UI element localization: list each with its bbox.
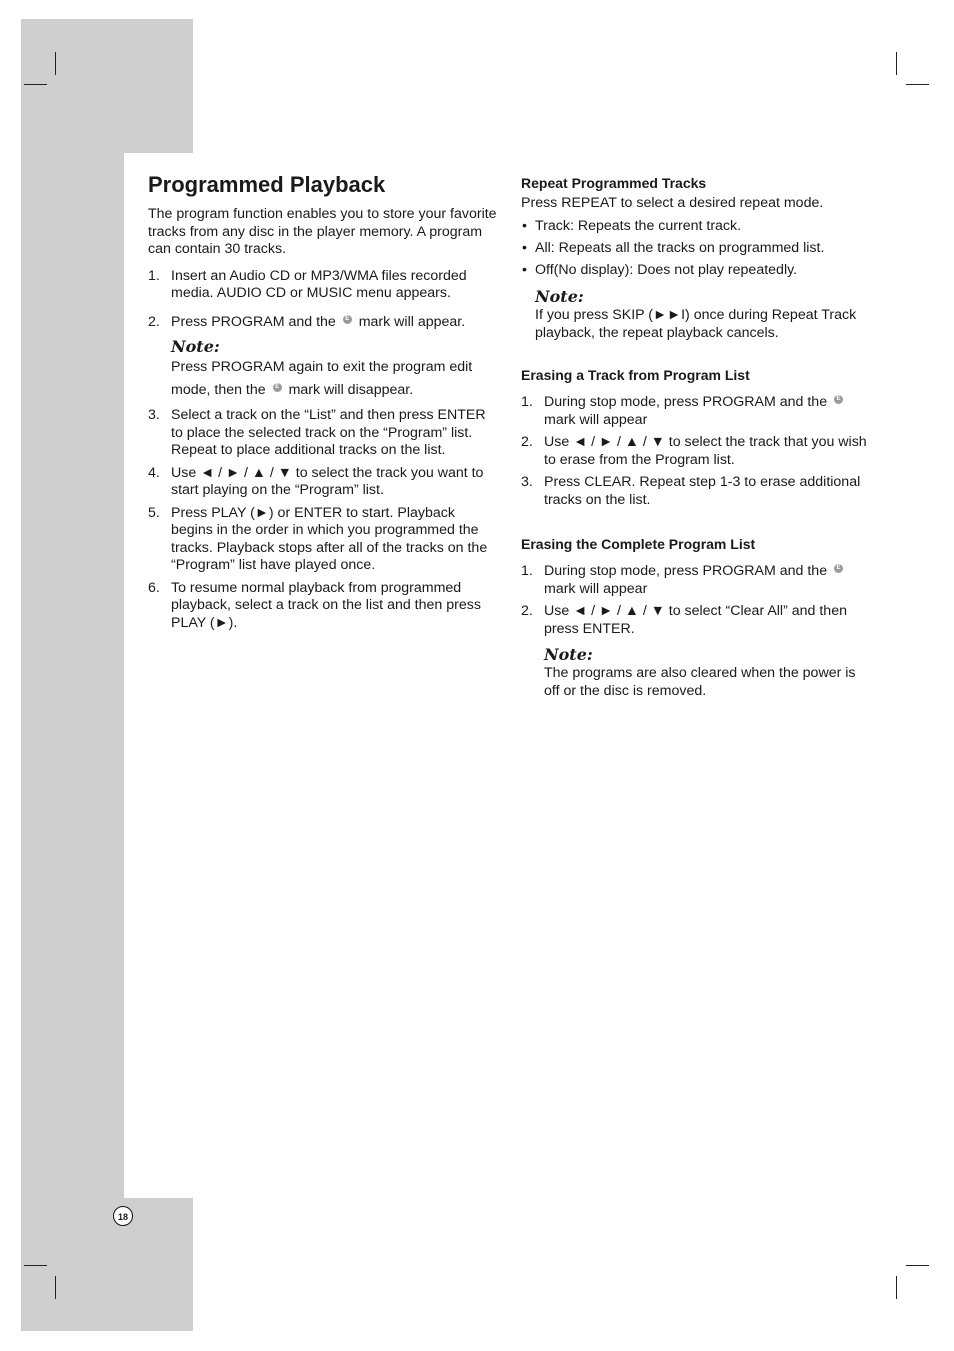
program-mark-icon: E xyxy=(343,315,352,324)
step-text: mark will appear. xyxy=(358,313,466,330)
step-number: 5. xyxy=(148,504,160,521)
list-item: • Off(No display): Does not play repeatedly. xyxy=(522,261,798,278)
crop-mark xyxy=(55,52,56,75)
crop-mark xyxy=(24,84,47,85)
program-mark-icon: E xyxy=(273,383,282,392)
step-number: 1. xyxy=(521,563,533,579)
repeat-mode-list xyxy=(521,218,871,280)
list-item: 1. During stop mode, press PROGRAM and the E mark will appear xyxy=(521,563,871,598)
step-text: Select a track on the “List” and then press ENTER to place the selected track on the “Program” list. Repeat to place additional tracks on the list. xyxy=(171,407,486,458)
step-number: 3. xyxy=(148,407,160,423)
repeat-intro: Press REPEAT to select a desired repeat mode. xyxy=(521,195,824,211)
list-item xyxy=(148,505,498,575)
list-item: • Track: Repeats the current track. xyxy=(522,217,742,234)
crop-mark xyxy=(896,52,897,75)
page-title: Programmed Playback xyxy=(148,172,386,197)
step-number: 6. xyxy=(148,579,160,596)
program-mark-icon: E xyxy=(834,564,843,573)
erase-steps xyxy=(521,394,871,509)
step-text: Press PROGRAM and the xyxy=(171,313,336,330)
step-number: 3. xyxy=(521,474,533,490)
step-text: Insert an Audio CD or MP3/WMA files recorded media. AUDIO CD or MUSIC menu appears. xyxy=(171,267,467,301)
step-number: 2. xyxy=(148,313,160,330)
list-item xyxy=(148,407,498,460)
crop-mark xyxy=(896,1276,897,1299)
crop-mark xyxy=(55,1276,56,1299)
note-block xyxy=(521,287,871,342)
list-item: 2. Use ◄ / ► / ▲ / ▼ to select “Clear All” and then press ENTER. Note: The programs are also cleared when the power is off or the disc is removed. xyxy=(521,603,871,700)
step-number: 1. xyxy=(148,267,160,284)
note-heading: Note: xyxy=(544,645,593,664)
note-heading: Note: xyxy=(171,337,220,356)
list-item: 1. During stop mode, press PROGRAM and the E mark will appear xyxy=(521,394,871,429)
program-steps xyxy=(148,268,498,633)
section-heading-repeat: Repeat Programmed Tracks xyxy=(521,175,707,191)
bullet: • xyxy=(522,217,527,234)
bullet: • xyxy=(522,261,527,278)
note-text: If you press SKIP (►►I) once during Repeat Track playback, the repeat playback cancels. xyxy=(535,307,857,341)
crop-mark xyxy=(24,1265,47,1266)
right-column xyxy=(521,174,871,700)
crop-mark xyxy=(906,1265,929,1266)
side-band-top xyxy=(21,19,193,153)
section-heading-erase-track: Erasing a Track from Program List xyxy=(521,367,750,383)
step-number: 1. xyxy=(521,394,533,410)
note-text: Press PROGRAM again to exit the program edit mode, then the E mark will disappear. xyxy=(171,359,473,398)
note-text: The programs are also cleared when the power is off or the disc is removed. xyxy=(544,665,856,699)
section-heading-erase-all: Erasing the Complete Program List xyxy=(521,536,756,552)
bullet: • xyxy=(522,239,527,256)
list-item xyxy=(148,580,498,633)
list-item xyxy=(148,268,498,303)
step-text: To resume normal playback from programmed playback, select a track on the list and then press PLAY (►). xyxy=(171,579,481,631)
list-item: • All: Repeats all the tracks on programmed list. xyxy=(522,239,825,256)
step-text: Use ◄ / ► / ▲ / ▼ to select the track you want to start playing on the “Program” list. xyxy=(171,464,484,498)
step-number: 2. xyxy=(521,603,533,619)
page-number: 18 xyxy=(113,1206,133,1226)
intro-text: The program function enables you to store your favorite tracks from any disc in the player memory. A program can contain 30 tracks. xyxy=(148,206,497,257)
list-item xyxy=(148,314,498,403)
clear-steps xyxy=(521,563,871,700)
list-item: 2. Use ◄ / ► / ▲ / ▼ to select the track that you wish to erase from the Program list. xyxy=(521,434,867,468)
left-column xyxy=(148,172,498,632)
step-number: 4. xyxy=(148,464,160,481)
crop-mark xyxy=(906,84,929,85)
note-heading: Note: xyxy=(535,287,584,306)
step-text: Press PLAY (►) or ENTER to start. Playback begins in the order in which you programmed the tracks. Playback stops after all of the tracks on the “Program” list have played once. xyxy=(171,504,488,573)
step-number: 2. xyxy=(521,434,533,450)
program-mark-icon: E xyxy=(834,395,843,404)
list-item: 3. Press CLEAR. Repeat step 1-3 to erase additional tracks on the list. xyxy=(521,474,861,508)
side-band-middle xyxy=(21,153,124,1198)
list-item xyxy=(148,465,498,500)
